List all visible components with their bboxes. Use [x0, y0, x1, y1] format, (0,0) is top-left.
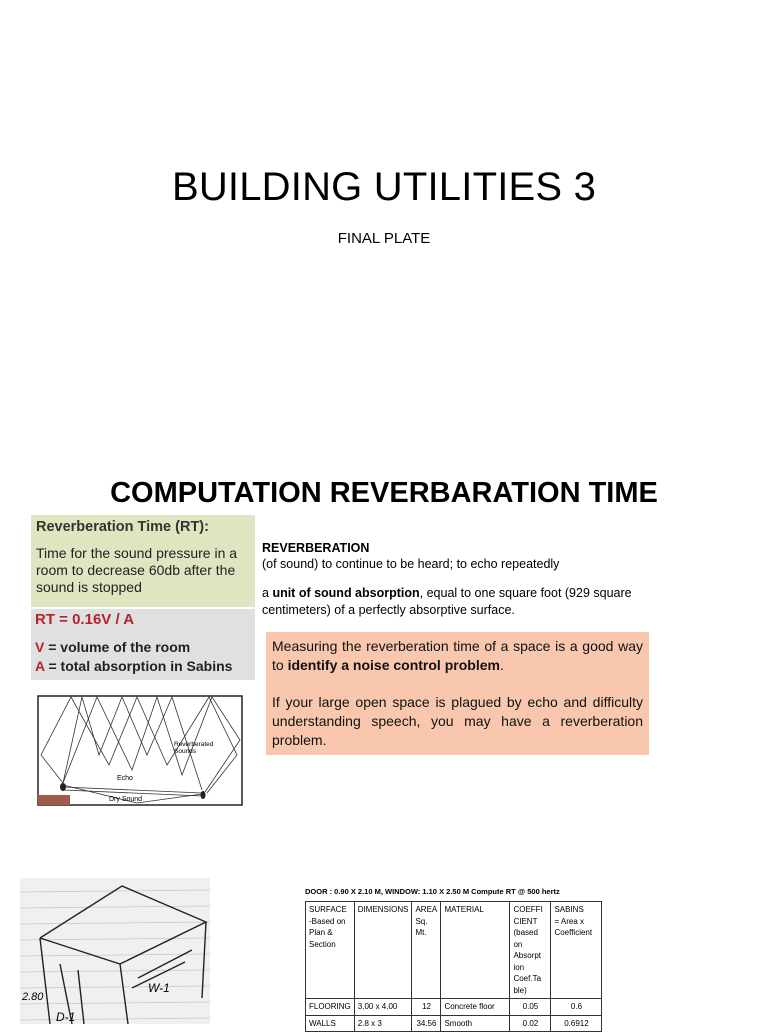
header-coefficient — [510, 902, 551, 999]
room-sketch — [20, 878, 210, 1024]
table-header-row — [306, 902, 602, 999]
callout-paragraph-1 — [272, 637, 643, 675]
definition-term: REVERBERATION — [262, 541, 370, 555]
header-text: MATERIAL — [444, 905, 484, 914]
table-caption: DOOR : 0.90 X 2.10 M, WINDOW: 1.10 X 2.50 M Compute RT @ 500 hertz — [305, 887, 560, 896]
header-text: Absorpt — [513, 951, 542, 960]
header-surface — [306, 902, 355, 999]
header-text: Coefficient — [554, 928, 593, 937]
header-text: DIMENSIONS — [357, 905, 409, 914]
rt-card-title: Reverberation Time (RT): — [36, 519, 209, 535]
v-text: = volume of the room — [44, 639, 191, 655]
table-cell: 0.02 — [510, 1015, 551, 1032]
header-text: = Area x — [554, 916, 585, 926]
table-row — [306, 1015, 602, 1032]
formula-v-line — [35, 639, 190, 655]
table-cell: FLOORING — [306, 999, 355, 1016]
header-text: on — [513, 939, 523, 949]
page-subtitle: FINAL PLATE — [337, 230, 431, 247]
table-cell: 0.6912 — [551, 1015, 602, 1032]
table-cell: Smooth — [441, 1015, 510, 1032]
formula-a-line — [35, 658, 232, 674]
definition-meaning: (of sound) to continue to be heard; to echo repeatedly — [262, 557, 560, 571]
sabins-table — [305, 901, 602, 1032]
callout-p1-pre: Measuring the reverberation time of a space is a good way to — [272, 638, 643, 673]
header-text: Section — [309, 939, 336, 949]
callout-box — [266, 632, 649, 755]
reverberated-label-2: Sounds — [174, 748, 197, 755]
reverberated-label-1: Reverberated — [174, 741, 214, 748]
a-text: = total absorption in Sabins — [44, 658, 233, 674]
header-text: Plan & — [309, 928, 333, 937]
table-row — [306, 999, 602, 1016]
header-text: -Based on — [309, 916, 346, 926]
header-text: Coef.Ta — [513, 974, 542, 983]
rt-definition-card — [31, 515, 255, 607]
table-cell: 12 — [412, 999, 441, 1016]
formula-card — [31, 609, 255, 680]
header-text: SABINS — [554, 905, 584, 914]
callout-p1-post: . — [499, 657, 504, 673]
dry-sound-label: Dry Sound — [109, 796, 143, 803]
table-cell: 2.8 x 3 — [354, 1015, 412, 1032]
header-text: AREA — [415, 905, 438, 914]
sabin-prefix: a — [262, 586, 273, 600]
table-cell: 34.56 — [412, 1015, 441, 1032]
header-sabins — [551, 902, 602, 999]
header-area — [412, 902, 441, 999]
header-text: (based — [513, 928, 538, 937]
sabin-bold: unit of sound absorption — [272, 586, 420, 600]
header-text: COEFFI — [513, 905, 543, 914]
table-cell: 0.05 — [510, 999, 551, 1016]
reverberation-diagram — [37, 695, 243, 807]
sabin-definition — [262, 585, 642, 619]
table-cell: 3.00 x 4.00 — [354, 999, 412, 1016]
header-text: Sq. — [415, 916, 428, 926]
callout-paragraph-2: If your large open space is plagued by echo and difficulty understanding speech, you may have a reverberation problem. — [272, 694, 643, 748]
page-title: BUILDING UTILITIES 3 — [171, 165, 597, 209]
v-letter: V — [35, 639, 45, 655]
header-dimensions — [354, 902, 412, 999]
a-letter: A — [35, 658, 45, 674]
header-material — [441, 902, 510, 999]
callout-p1-bold: identify a noise control problem — [287, 657, 500, 673]
header-text: CIENT — [513, 916, 538, 926]
table-cell: 0.6 — [551, 999, 602, 1016]
sabin-rest: , equal to one square foot (929 square centimeters) of a perfectly absorptive surface. — [262, 586, 632, 617]
header-text: SURFACE — [309, 905, 347, 914]
table-cell: WALLS — [306, 1015, 355, 1032]
rt-card-body: Time for the sound pressure in a room to decrease 60db after the sound is stopped — [36, 545, 238, 595]
header-text: ion — [513, 962, 525, 972]
sketch-window: W-1 — [148, 981, 170, 995]
sketch-dimension: 2.80 — [22, 991, 44, 1003]
header-text: Mt. — [415, 928, 427, 937]
sketch-door: D-1 — [56, 1010, 76, 1024]
header-text: ble) — [513, 985, 527, 995]
section-heading: COMPUTATION REVERBARATION TIME — [110, 477, 658, 509]
echo-label: Echo — [117, 775, 133, 782]
table-cell: Concrete floor — [441, 999, 510, 1016]
rt-formula: RT = 0.16V / A — [35, 611, 135, 628]
